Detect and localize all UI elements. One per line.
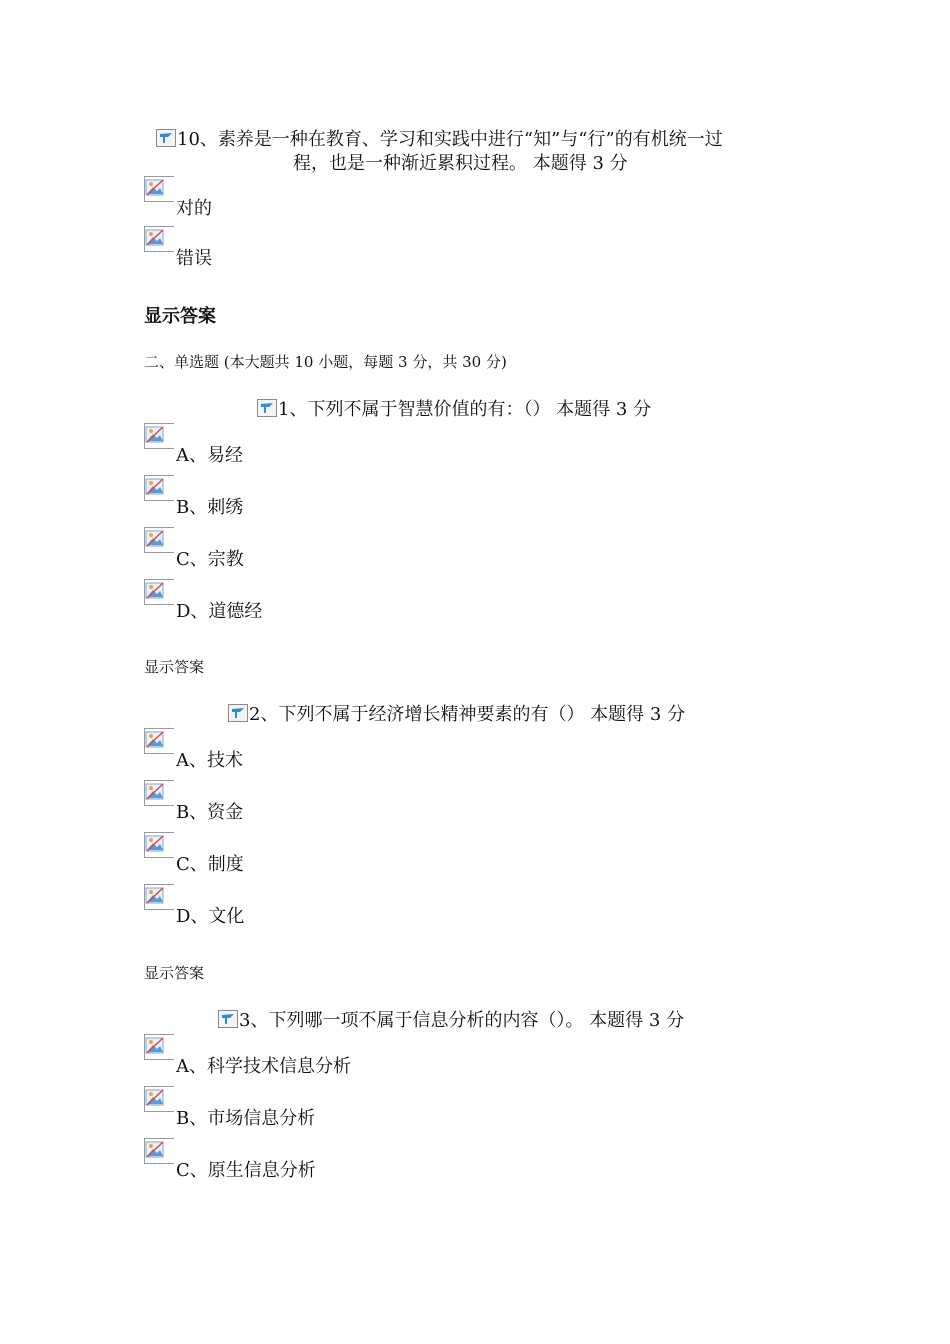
- question-10-text-line1: 10、素养是一种在教育、学习和实践中进行“知”与“行”的有机统一过: [177, 129, 723, 150]
- show-answer-link[interactable]: 显示答案: [144, 964, 205, 982]
- option-false[interactable]: 错误: [176, 248, 212, 269]
- option-a[interactable]: A、技术: [176, 750, 243, 771]
- broken-image-icon[interactable]: [144, 1034, 174, 1060]
- section-title: 二、单选题 (本大题共 10 小题，每题 3 分，共 30 分): [144, 353, 507, 371]
- question-1-text: 1、下列不属于智慧价值的有：（） 本题得 3 分: [278, 399, 652, 420]
- show-answer-link[interactable]: 显示答案: [144, 306, 216, 327]
- question-2: [228, 703, 685, 727]
- flag-icon[interactable]: [218, 1010, 238, 1028]
- question-2-text: 2、下列不属于经济增长精神要素的有（） 本题得 3 分: [249, 704, 686, 725]
- broken-image-icon[interactable]: [144, 579, 174, 605]
- broken-image-icon[interactable]: [144, 832, 174, 858]
- question-1: [257, 398, 651, 422]
- broken-image-icon[interactable]: [144, 226, 174, 252]
- option-d[interactable]: D、文化: [176, 906, 245, 927]
- broken-image-icon[interactable]: [144, 423, 174, 449]
- option-true[interactable]: 对的: [176, 198, 212, 219]
- question-10-line1: [156, 128, 723, 152]
- flag-icon[interactable]: [257, 399, 277, 417]
- option-c[interactable]: C、制度: [176, 854, 244, 875]
- option-b[interactable]: B、刺绣: [176, 497, 244, 518]
- option-b[interactable]: B、市场信息分析: [176, 1108, 316, 1129]
- broken-image-icon[interactable]: [144, 1086, 174, 1112]
- flag-icon[interactable]: [156, 129, 176, 147]
- option-c[interactable]: C、宗教: [176, 549, 244, 570]
- option-a[interactable]: A、科学技术信息分析: [176, 1056, 351, 1077]
- broken-image-icon[interactable]: [144, 176, 174, 202]
- question-10-text-line2: 程，也是一种渐近累积过程。 本题得 3 分: [293, 153, 628, 174]
- broken-image-icon[interactable]: [144, 527, 174, 553]
- show-answer-link[interactable]: 显示答案: [144, 658, 205, 676]
- broken-image-icon[interactable]: [144, 475, 174, 501]
- question-3: [218, 1009, 684, 1033]
- option-d[interactable]: D、道德经: [176, 601, 263, 622]
- option-b[interactable]: B、资金: [176, 802, 244, 823]
- option-a[interactable]: A、易经: [176, 445, 243, 466]
- flag-icon[interactable]: [228, 704, 248, 722]
- question-3-text: 3、下列哪一项不属于信息分析的内容（）。 本题得 3 分: [239, 1010, 685, 1031]
- broken-image-icon[interactable]: [144, 728, 174, 754]
- option-c[interactable]: C、原生信息分析: [176, 1160, 316, 1181]
- broken-image-icon[interactable]: [144, 1138, 174, 1164]
- broken-image-icon[interactable]: [144, 780, 174, 806]
- broken-image-icon[interactable]: [144, 884, 174, 910]
